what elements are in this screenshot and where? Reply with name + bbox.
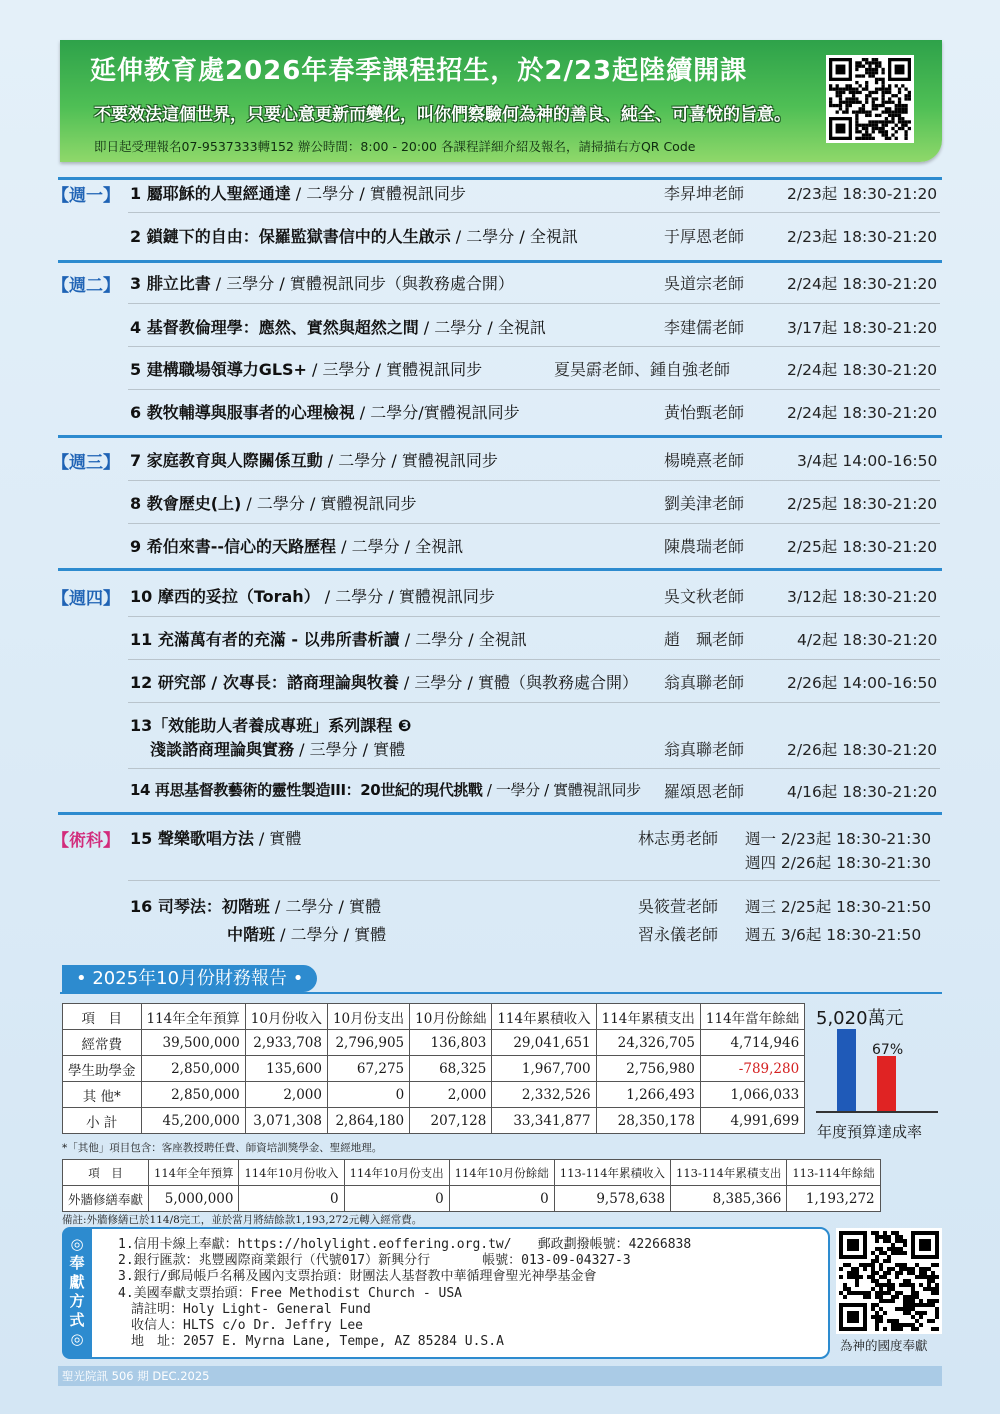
course-teacher: 李建儒老師 [664, 318, 745, 337]
course-teacher: 習永儀老師 [638, 925, 719, 944]
table-cell: 1,266,493 [596, 1082, 700, 1108]
course-teacher: 李昇坤老師 [664, 184, 745, 203]
course-schedule: 3/17起 18:30-21:20 [787, 319, 938, 337]
course-schedule: 2/23起 18:30-21:20 [787, 228, 938, 246]
course-title[interactable]: 1 屬耶穌的人聖經通達 / 二學分 / 實體視訊同步 [130, 184, 466, 203]
table-cell: 5,000,000 [149, 1186, 239, 1212]
row-label: 其 他* [63, 1082, 142, 1108]
column-header: 114年10月份支出 [344, 1160, 449, 1186]
column-header: 113-114年餘絀 [787, 1160, 880, 1186]
column-header: 113-114年累積收入 [554, 1160, 670, 1186]
course-schedule: 2/26起 18:30-21:20 [787, 741, 938, 759]
course-title[interactable]: 3 腓立比書 / 三學分 / 實體視訊同步（與教務處合開） [130, 274, 514, 293]
table-cell: 1,193,272 [787, 1186, 880, 1212]
offering-line: 2.銀行匯款：兆豐國際商業銀行（代號017）新興分行 帳號：013-09-04327-3 [118, 1253, 631, 1269]
day-label-monday: 【週一】 [52, 186, 120, 206]
table-row [63, 1030, 805, 1056]
course-schedule: 週四 2/26起 18:30-21:30 [745, 854, 932, 872]
table-cell: 2,000 [245, 1082, 327, 1108]
row-separator [128, 523, 940, 524]
table-cell: 3,071,308 [245, 1108, 327, 1134]
day-label-practicum: 【術科】 [52, 831, 120, 851]
row-label: 外牆修繕奉獻 [63, 1186, 149, 1212]
course-title[interactable]: 15 聲樂歌唱方法 / 實體 [130, 829, 302, 848]
table-header-row [63, 1004, 805, 1030]
course-schedule: 2/23起 18:30-21:20 [787, 185, 938, 203]
course-schedule: 2/25起 18:30-21:20 [787, 538, 938, 556]
course-teacher: 陳農瑞老師 [664, 537, 745, 556]
day-label-thursday: 【週四】 [52, 589, 120, 609]
column-header: 113-114年累積支出 [671, 1160, 787, 1186]
course-teacher: 林志勇老師 [638, 829, 719, 848]
course-schedule: 3/12起 18:30-21:20 [787, 588, 938, 606]
row-separator [128, 389, 940, 390]
row-separator [128, 659, 940, 660]
divider-art [58, 812, 942, 815]
course-title[interactable]: 6 教牧輔導與服事者的心理檢視 / 二學分/實體視訊同步 [130, 403, 520, 422]
divider-mon [58, 177, 942, 180]
offering-line: 地 址：2057 E. Myrna Lane, Tempe, AZ 85284 U.S.A [118, 1334, 504, 1350]
column-header: 114年累積收入 [492, 1004, 596, 1030]
course-teacher: 吳道宗老師 [664, 274, 745, 293]
course-schedule: 週三 2/25起 18:30-21:50 [745, 898, 932, 916]
table-cell: 2,000 [410, 1082, 492, 1108]
course-schedule: 2/25起 18:30-21:20 [787, 495, 938, 513]
finance-divider [60, 992, 942, 994]
table-cell: 8,385,366 [671, 1186, 787, 1212]
column-header: 10月份支出 [327, 1004, 409, 1030]
table-cell: 33,341,877 [492, 1108, 596, 1134]
divider-tue [58, 260, 942, 263]
offering-line: 3.銀行/郵局帳戶名稱及國內支票抬頭：財團法人基督教中華循理會聖光神學基金會 [118, 1269, 597, 1285]
chart-caption: 年度預算達成率 [817, 1123, 923, 1141]
table-cell: 28,350,178 [596, 1108, 700, 1134]
course-teacher: 于厚恩老師 [664, 227, 745, 246]
row-separator [128, 346, 940, 347]
course-title[interactable]: 14 再思基督教藝術的靈性製造III：20世紀的現代挑戰 / 一學分 / 實體視訊同步 [130, 781, 641, 799]
column-header: 114年全年預算 [149, 1160, 239, 1186]
course-title[interactable]: 8 教會歷史(上) / 二學分 / 實體視訊同步 [130, 494, 417, 513]
offering-qr-caption: 為神的國度奉獻 [840, 1338, 928, 1353]
qr-code-icon[interactable] [826, 55, 914, 143]
table-cell: 2,933,708 [245, 1030, 327, 1056]
course-teacher: 翁真聯老師 [664, 673, 745, 692]
table-cell: 1,066,033 [700, 1082, 804, 1108]
table-cell: 2,796,905 [327, 1030, 409, 1056]
day-label-tuesday: 【週二】 [52, 276, 120, 296]
course-title[interactable]: 5 建構職場領導力GLS+ / 三學分 / 實體視訊同步 [130, 360, 483, 379]
column-header: 114年累積支出 [596, 1004, 700, 1030]
divider-wed [58, 435, 942, 438]
table-cell: 0 [449, 1186, 554, 1212]
row-separator [128, 702, 940, 703]
offering-line: 1.信用卡線上奉獻：https://holylight.eoffering.org.tw/ 郵政劃撥帳號：42266838 [118, 1237, 692, 1252]
course-teacher: 翁真聯老師 [664, 740, 745, 759]
course-title[interactable]: 2 鎖鏈下的自由：保羅監獄書信中的人生啟示 / 二學分 / 全視訊 [130, 227, 578, 246]
offering-line: 請註明：Holy Light- General Fund [118, 1301, 371, 1317]
course-schedule: 2/24起 18:30-21:20 [787, 275, 938, 293]
course-schedule: 2/26起 14:00-16:50 [787, 674, 938, 692]
row-label: 經常費 [63, 1030, 142, 1056]
course-title[interactable]: 13「效能助人者養成專班」系列課程 ❸ [130, 716, 412, 735]
course-title[interactable]: 10 摩西的妥拉（Torah） / 二學分 / 實體視訊同步 [130, 587, 495, 606]
table-cell: 2,850,000 [141, 1082, 245, 1108]
course-teacher: 劉美津老師 [664, 494, 745, 513]
chart-baseline [816, 1111, 938, 1113]
course-title[interactable]: 11 充滿萬有者的充滿 - 以弗所書析讀 / 二學分 / 全視訊 [130, 630, 527, 649]
table-cell: 2,756,980 [596, 1056, 700, 1082]
table-cell: 135,600 [245, 1056, 327, 1082]
row-separator [128, 616, 940, 617]
table-cell: 4,991,699 [700, 1108, 804, 1134]
day-label-wednesday: 【週三】 [52, 453, 120, 473]
table-cell: 207,128 [410, 1108, 492, 1134]
column-header: 項 目 [63, 1160, 149, 1186]
table-cell: 29,041,651 [492, 1030, 596, 1056]
table-cell: 136,803 [410, 1030, 492, 1056]
achievement-bar [877, 1056, 896, 1111]
column-header: 114年當年餘絀 [700, 1004, 804, 1030]
renovation-note: 備註:外牆修繕已於114/8完工，並於當月將結餘款1,193,272元轉入經常費。 [62, 1214, 423, 1226]
course-teacher: 楊曉熹老師 [664, 451, 745, 470]
row-separator [128, 768, 940, 769]
table-cell: 67,275 [327, 1056, 409, 1082]
finance-footnote: *「其他」項目包含：客座教授聘任費、師資培訓獎學金、聖經地理。 [62, 1142, 383, 1154]
table-cell: 45,200,000 [141, 1108, 245, 1134]
course-teacher: 羅頌恩老師 [664, 782, 745, 801]
row-separator [128, 212, 940, 213]
renovation-table [62, 1159, 881, 1212]
row-separator [128, 480, 940, 481]
qr-code-icon[interactable] [836, 1228, 942, 1334]
course-title[interactable]: 12 研究部 / 次專長：諮商理論與牧養 / 三學分 / 實體（與教務處合開） [130, 673, 638, 692]
offering-line: 收信人：HLTS c/o Dr. Jeffry Lee [118, 1318, 364, 1333]
table-cell: -789,280 [700, 1056, 804, 1082]
page-title: 延伸教育處2026年春季課程招生，於2/23起陸續開課 [90, 56, 748, 86]
row-separator [128, 303, 940, 304]
course-teacher: 趙 珮老師 [664, 630, 745, 649]
finance-table [62, 1003, 805, 1134]
table-row [63, 1108, 805, 1134]
course-teacher: 黃怡甄老師 [664, 403, 745, 422]
registration-info: 即日起受理報名07-9537333轉152 辦公時間：8:00 - 20:00 各課程詳細介紹及報名，請掃描右方QR Code [94, 139, 696, 154]
course-schedule: 週一 2/23起 18:30-21:30 [745, 830, 932, 848]
offering-tab: ◎ 奉 獻 方 式 ◎ [62, 1227, 92, 1359]
table-row [63, 1056, 805, 1082]
budget-bar [837, 1029, 856, 1111]
header-banner [60, 40, 942, 162]
course-teacher: 吳筱萱老師 [638, 897, 719, 916]
annual-budget-total: 5,020萬元 [816, 1008, 904, 1029]
row-separator [128, 880, 940, 881]
course-title[interactable]: 16 司琴法：初階班 / 二學分 / 實體 [130, 897, 381, 916]
table-cell: 2,332,526 [492, 1082, 596, 1108]
course-schedule: 3/4起 14:00-16:50 [797, 452, 938, 470]
row-label: 小 計 [63, 1108, 142, 1134]
table-cell: 0 [327, 1082, 409, 1108]
course-title[interactable]: 4 基督教倫理學：應然、實然與超然之間 / 二學分 / 全視訊 [130, 318, 546, 337]
table-cell: 0 [344, 1186, 449, 1212]
column-header: 10月份收入 [245, 1004, 327, 1030]
table-cell: 9,578,638 [554, 1186, 670, 1212]
table-cell: 4,714,946 [700, 1030, 804, 1056]
course-subtitle[interactable]: 淺談諮商理論與實務 / 三學分 / 實體 [150, 740, 406, 759]
offering-line: 4.美國奉獻支票抬頭：Free Methodist Church - USA [118, 1285, 462, 1301]
issue-footer: 聖光院訊 506 期 DEC.2025 [62, 1369, 210, 1383]
course-subtitle[interactable]: 中階班 / 二學分 / 實體 [227, 925, 387, 944]
course-schedule: 2/24起 18:30-21:20 [787, 404, 938, 422]
table-row [63, 1186, 881, 1212]
scripture-verse: 不要效法這個世界，只要心意更新而變化，叫你們察驗何為神的善良、純全、可喜悅的旨意。 [94, 105, 791, 125]
column-header: 10月份餘絀 [410, 1004, 492, 1030]
column-header: 項 目 [63, 1004, 142, 1030]
divider-thu [58, 568, 942, 571]
column-header: 114年10月份餘絀 [449, 1160, 554, 1186]
course-title[interactable]: 9 希伯來書--信心的天路歷程 / 二學分 / 全視訊 [130, 537, 464, 556]
table-row [63, 1082, 805, 1108]
table-cell: 0 [239, 1186, 344, 1212]
table-cell: 1,967,700 [492, 1056, 596, 1082]
column-header: 114年全年預算 [141, 1004, 245, 1030]
table-cell: 2,864,180 [327, 1108, 409, 1134]
course-title[interactable]: 7 家庭教育與人際關係互動 / 二學分 / 實體視訊同步 [130, 451, 498, 470]
course-schedule: 週五 3/6起 18:30-21:50 [745, 926, 922, 944]
course-schedule: 4/16起 18:30-21:20 [787, 783, 938, 801]
table-cell: 2,850,000 [141, 1056, 245, 1082]
course-teacher: 夏昊霨老師、鍾自強老師 [554, 360, 731, 379]
finance-heading: • 2025年10月份財務報告 • [62, 965, 317, 992]
achievement-percent: 67% [872, 1042, 904, 1058]
row-label: 學生助學金 [63, 1056, 142, 1082]
table-cell: 68,325 [410, 1056, 492, 1082]
course-schedule: 4/2起 18:30-21:20 [797, 631, 938, 649]
course-teacher: 吳文秋老師 [664, 587, 745, 606]
course-schedule: 2/24起 18:30-21:20 [787, 361, 938, 379]
table-cell: 39,500,000 [141, 1030, 245, 1056]
table-cell: 24,326,705 [596, 1030, 700, 1056]
table-header-row [63, 1160, 881, 1186]
column-header: 114年10月份收入 [239, 1160, 344, 1186]
